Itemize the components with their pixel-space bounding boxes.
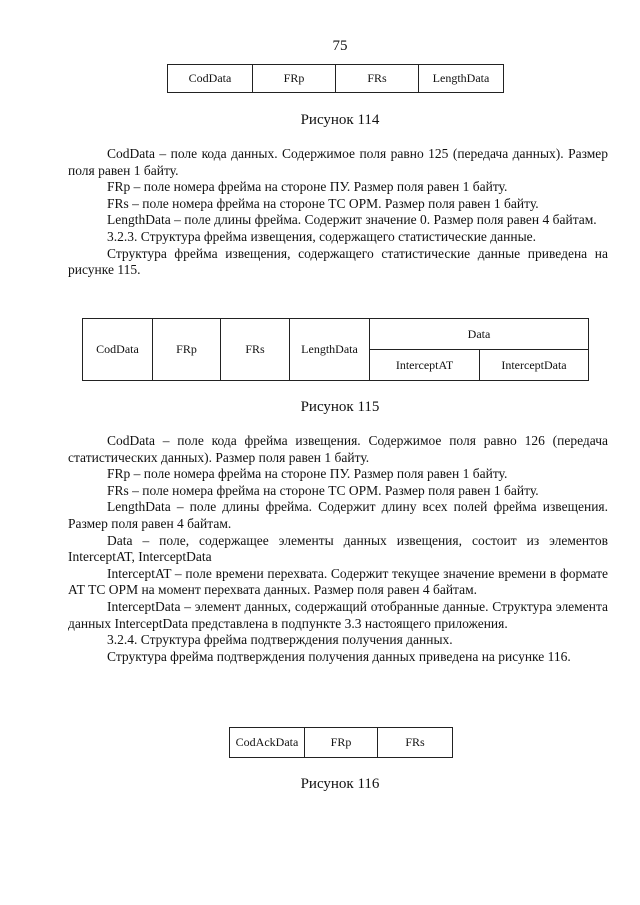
cell-frp: FRp (253, 65, 336, 93)
figure-115-table (82, 318, 589, 381)
paragraph-coddata: CodData – поле кода данных. Содержимое поля равно 125 (передача данных). Размер поля равен 1 байту. (68, 146, 608, 178)
paragraph-frs: FRs – поле номера фрейма на стороне ТС ОРМ. Размер поля равен 1 байту. (107, 482, 539, 498)
cell-frp: FRp (305, 728, 378, 758)
cell-frs: FRs (336, 65, 419, 93)
paragraph-figure-115-ref: Структура фрейма извещения, содержащего статистические данные приведена на рисунке 115. (68, 245, 608, 278)
cell-frs: FRs (221, 319, 290, 381)
caption-figure-114: Рисунок 114 (300, 112, 380, 128)
paragraph-interceptat: InterceptAT – поле времени перехвата. Содержит текущее значение времени в формате АТ ТС ОРМ на момент перехвата данных. Размер поля равен 4 байтам. (68, 565, 608, 598)
paragraph-figure-116-ref: Структура фрейма подтверждения получения данных приведена на рисунке 116. (107, 648, 571, 664)
section-heading-3-2-4: 3.2.4. Структура фрейма подтверждения получения данных. (107, 632, 453, 648)
text-block-1 (68, 146, 608, 279)
page-number: 75 (332, 38, 348, 54)
cell-codackdata: CodAckData (230, 728, 305, 758)
paragraph-lengthdata: LengthData – поле длины фрейма. Содержит значение 0. Размер поля равен 4 байтам. (107, 212, 597, 228)
cell-frp: FRp (153, 319, 221, 381)
cell-frs: FRs (378, 728, 453, 758)
cell-lengthdata: LengthData (419, 65, 504, 93)
caption-figure-115: Рисунок 115 (300, 399, 380, 415)
paragraph-data: Data – поле, содержащее элементы данных извещения, состоит из элементов InterceptAT, InterceptData (68, 532, 608, 565)
figure-116-table (229, 727, 453, 758)
caption-figure-116: Рисунок 116 (300, 776, 380, 792)
paragraph-frp: FRp – поле номера фрейма на стороне ПУ. Размер поля равен 1 байту. (107, 466, 508, 482)
figure-114-table (167, 64, 504, 93)
cell-interceptat: InterceptAT (370, 350, 480, 381)
cell-interceptdata: InterceptData (480, 350, 589, 381)
cell-lengthdata: LengthData (290, 319, 370, 381)
paragraph-frs: FRs – поле номера фрейма на стороне ТС ОРМ. Размер поля равен 1 байту. (107, 195, 539, 211)
paragraph-interceptdata: InterceptData – элемент данных, содержащий отобранные данные. Структура элемента данных InterceptData представлена в подпункте 3.3 настоящего приложения. (68, 598, 608, 631)
cell-coddata: CodData (83, 319, 153, 381)
paragraph-frp: FRp – поле номера фрейма на стороне ПУ. Размер поля равен 1 байту. (107, 179, 508, 195)
text-block-2 (68, 433, 608, 665)
paragraph-lengthdata: LengthData – поле длины фрейма. Содержит длину всех полей фрейма извещения. Размер поля равен 4 байтам. (68, 499, 608, 531)
cell-coddata: CodData (168, 65, 253, 93)
cell-data-header: Data (370, 319, 589, 350)
section-heading-3-2-3: 3.2.3. Структура фрейма извещения, содержащего статистические данные. (107, 228, 537, 244)
paragraph-coddata: CodData – поле кода фрейма извещения. Содержимое поля равно 126 (передача статистических данных). Размер поля равен 1 байту. (68, 433, 608, 465)
